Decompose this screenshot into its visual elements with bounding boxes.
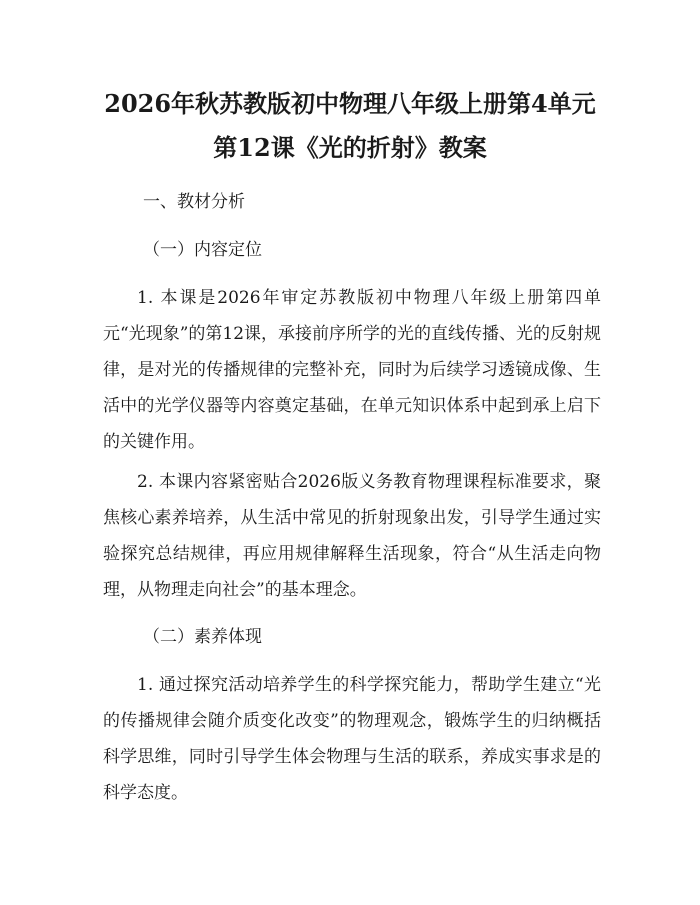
subsection-heading-literacy: （二）素养体现 [143,627,262,647]
document-title: 2026年秋苏教版初中物理八年级上册第4单元第12课《光的折射》教案 [104,89,596,162]
section-heading-textbook-analysis: 一、教材分析 [143,192,245,212]
subsection-heading-content-position: （一）内容定位 [143,240,262,260]
paragraph: 1. 本课是2026年审定苏教版初中物理八年级上册第四单元“光现象”的第12课，承接前序所学的光的直线传播、光的反射规律，是对光的传播规律的完整补充，同时为后续学习透镜成像、生活中的光学仪器等内容奠定基础，在单元知识体系中起到承上启下的关键作用。 [103,288,602,452]
paragraph: 1. 通过探究活动培养学生的科学探究能力，帮助学生建立“光的传播规律会随介质变化改变”的物理观念，锻炼学生的归纳概括科学思维，同时引导学生体会物理与生活的联系，养成实事求是的科学态度。 [103,675,601,803]
paragraph: 2. 本课内容紧密贴合2026版义务教育物理课程标准要求，聚焦核心素养培养，从生活中常见的折射现象出发，引导学生通过实验探究总结规律，再应用规律解释生活现象，符合“从生活走向物理，从物理走向社会”的基本理念。 [103,472,601,600]
